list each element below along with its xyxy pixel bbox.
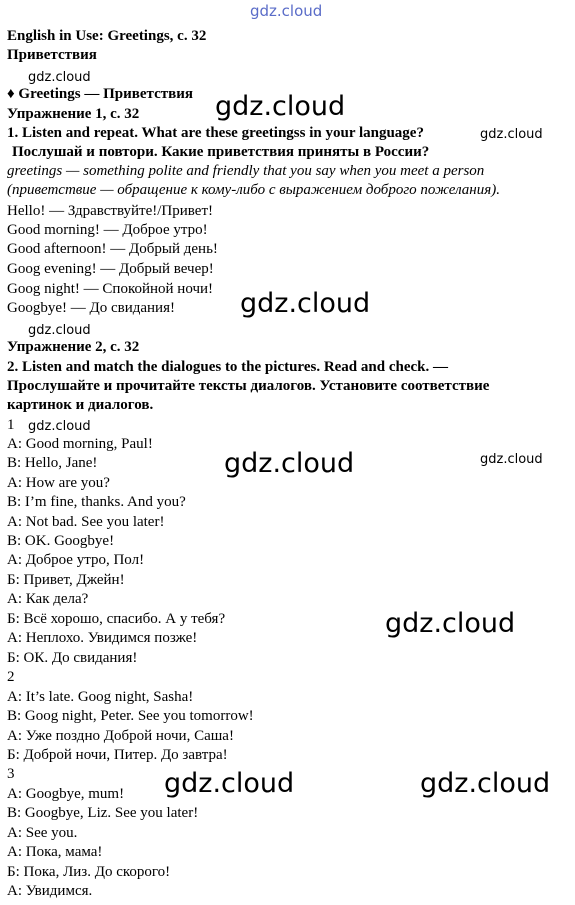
dialogue-line: A: Not bad. See you later!: [7, 514, 165, 530]
dialogue-line: Б: Доброй ночи, Питер. До завтра!: [7, 747, 228, 763]
doc-title: English in Use: Greetings, с. 32: [7, 28, 207, 44]
dialogue-line: A: Good morning, Paul!: [7, 436, 153, 452]
watermark-big: gdz.cloud: [215, 91, 346, 122]
dialogue-2-number: 2: [7, 669, 15, 685]
watermark-small: gdz.cloud: [28, 323, 91, 338]
exercise-1-task-en: 1. Listen and repeat. What are these greetingss in your language?: [7, 125, 424, 141]
exercise-2-task: картинок и диалогов.: [7, 397, 154, 413]
greeting-line: Good afternoon! — Добрый день!: [7, 241, 218, 257]
dialogue-line: A: It’s late. Goog night, Sasha!: [7, 689, 194, 705]
dialogue-line: A: See you.: [7, 825, 78, 841]
dialogue-line: А: Как дела?: [7, 591, 89, 607]
watermark-big: gdz.cloud: [240, 288, 371, 319]
dialogue-line: А: Уже поздно Доброй ночи, Саша!: [7, 728, 234, 744]
section-heading: ♦ Greetings — Приветствия: [7, 86, 193, 102]
watermark-top: gdz.cloud: [250, 2, 323, 20]
watermark-small: gdz.cloud: [480, 452, 543, 467]
dialogue-line: А: Пока, мама!: [7, 844, 103, 860]
watermark-big: gdz.cloud: [224, 448, 355, 479]
watermark-big: gdz.cloud: [164, 768, 295, 799]
dialogue-3-number: 3: [7, 766, 15, 782]
greeting-line: Goog evening! — Добрый вечер!: [7, 261, 214, 277]
dialogue-1-number: 1: [7, 417, 15, 433]
dialogue-line: Б: ОК. До свидания!: [7, 650, 138, 666]
dialogue-line: B: OK. Googbye!: [7, 533, 115, 549]
dialogue-line: B: Goog night, Peter. See you tomorrow!: [7, 708, 254, 724]
dialogue-line: B: Hello, Jane!: [7, 455, 98, 471]
dialogue-line: B: Googbye, Liz. See you later!: [7, 805, 199, 821]
dialogue-line: Б: Привет, Джейн!: [7, 572, 125, 588]
exercise-2-heading: Упражнение 2, с. 32: [7, 339, 140, 355]
dialogue-line: A: Googbye, mum!: [7, 786, 125, 802]
exercise-2-task: Прослушайте и прочитайте тексты диалогов. Установите соответствие: [7, 378, 490, 394]
greeting-line: Good morning! — Доброе утро!: [7, 222, 208, 238]
greeting-line: Hello! — Здравствуйте!/Привет!: [7, 203, 213, 219]
watermark-small: gdz.cloud: [28, 419, 91, 434]
exercise-1-heading: Упражнение 1, с. 32: [7, 106, 140, 122]
doc-subtitle: Приветствия: [7, 47, 97, 63]
watermark-big: gdz.cloud: [420, 768, 551, 799]
dialogue-line: A: How are you?: [7, 475, 110, 491]
dialogue-line: Б: Всё хорошо, спасибо. А у тебя?: [7, 611, 226, 627]
exercise-1-task-ru: Послушай и повтори. Какие приветствия приняты в России?: [12, 144, 430, 160]
definition-line: (приветствие — обращение к кому-либо с выражением доброго пожелания).: [7, 182, 500, 198]
dialogue-line: А: Увидимся.: [7, 883, 93, 899]
watermark-small: gdz.cloud: [480, 127, 543, 142]
dialogue-line: А: Неплохо. Увидимся позже!: [7, 630, 198, 646]
dialogue-line: А: Доброе утро, Пол!: [7, 552, 145, 568]
exercise-2-task: 2. Listen and match the dialogues to the pictures. Read and check. —: [7, 359, 448, 375]
dialogue-line: B: I’m fine, thanks. And you?: [7, 494, 186, 510]
watermark-small: gdz.cloud: [28, 70, 91, 85]
greeting-line: Goog night! — Спокойной ночи!: [7, 281, 214, 297]
greeting-line: Googbye! — До свидания!: [7, 300, 175, 316]
dialogue-line: Б: Пока, Лиз. До скорого!: [7, 864, 171, 880]
definition-line: greetings — something polite and friendly that you say when you meet a person: [7, 163, 485, 179]
watermark-big: gdz.cloud: [385, 608, 516, 639]
